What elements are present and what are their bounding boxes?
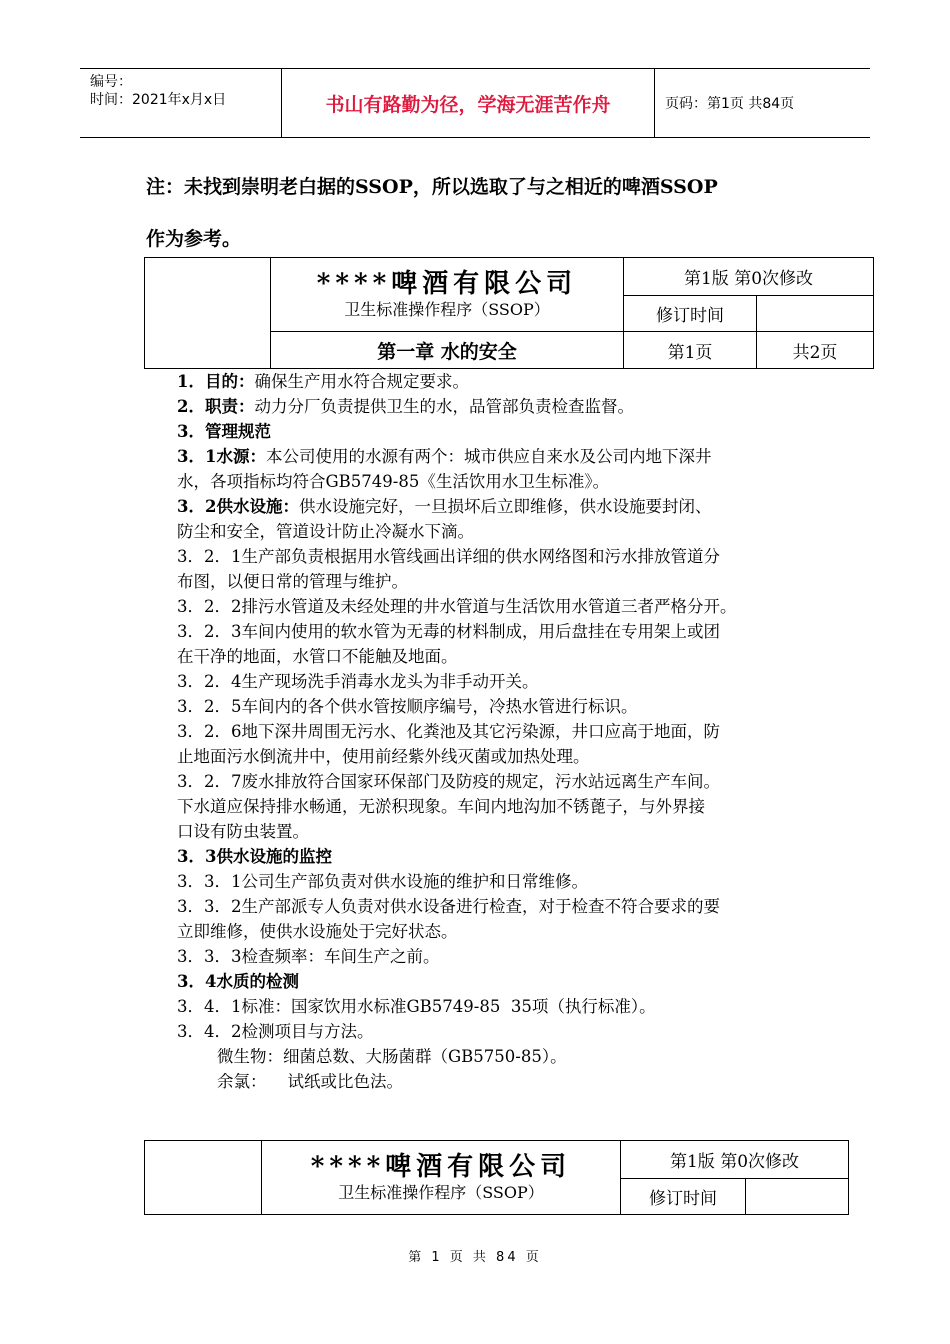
- page-header: [80, 68, 870, 138]
- body-line: [177, 819, 827, 844]
- body-line-text: 本公司使用的水源有两个：城市供应自来水及公司内地下深井: [265, 447, 712, 466]
- body-line: [177, 369, 827, 394]
- time-label: 时间：2021年x月x日: [90, 92, 227, 108]
- header-page-info: 页码：第1页 共84页: [665, 96, 795, 112]
- body-line-heading: 2．职责：: [177, 397, 255, 416]
- body-line-text: 3．3．1公司生产部负责对供水设施的维护和日常维修。: [177, 872, 588, 891]
- body-line: [177, 994, 827, 1019]
- title-cell-2: [262, 1141, 621, 1215]
- body-line: [177, 1044, 827, 1069]
- total-pages-cell: 共2页: [757, 332, 874, 369]
- body-line: [177, 669, 827, 694]
- ssop-subtitle-2: 卫生标准操作程序（SSOP）: [338, 1182, 544, 1202]
- body-line-text: 3．2．5车间内的各个供水管按顺序编号，冷热水管进行标识。: [177, 697, 638, 716]
- body-line: [177, 919, 827, 944]
- body-line-text: 3．2．6地下深井周围无污水、化粪池及其它污染源，井口应高于地面，防: [177, 722, 720, 741]
- body-line-heading: 3．管理规范: [177, 422, 271, 441]
- body-line-text: 下水道应保持排水畅通，无淤积现象。车间内地沟加不锈蓖子，与外界接: [177, 797, 705, 816]
- header-meta: [80, 69, 282, 137]
- body-line-heading: 3．3供水设施的监控: [177, 847, 332, 866]
- body-line-text: 供水设施完好，一旦损坏后立即维修，供水设施要封闭、: [298, 497, 712, 516]
- document-info-table: [144, 257, 874, 369]
- title-cell: [271, 258, 624, 332]
- body-line: [177, 744, 827, 769]
- body-line-text: 3．3．2生产部派专人负责对供水设备进行检查，对于检查不符合要求的要: [177, 897, 720, 916]
- body-line: [177, 719, 827, 744]
- body-line-text: 水，各项指标均符合GB5749-85《生活饮用水卫生标准》。: [177, 472, 610, 491]
- body-line-heading: 3．4水质的检测: [177, 972, 299, 991]
- body-line-text: 防尘和安全，管道设计防止冷凝水下滴。: [177, 522, 474, 541]
- body-line: [177, 519, 827, 544]
- body-line: [177, 394, 827, 419]
- body-line: [177, 794, 827, 819]
- document-body: [177, 369, 827, 1094]
- revision-value: [757, 296, 874, 332]
- body-line: [177, 1019, 827, 1044]
- body-line-text: 3．4．1标准：国家饮用水标准GB5749-85 35项（执行标准）。: [177, 997, 656, 1016]
- body-line-text: 3．2．2排污水管道及未经处理的井水管道与生活饮用水管道三者严格分开。: [177, 597, 737, 616]
- body-line: [177, 444, 827, 469]
- body-line: [177, 544, 827, 569]
- number-label: 编号：: [90, 74, 132, 90]
- body-line-text: 立即维修，使供水设施处于完好状态。: [177, 922, 458, 941]
- body-line: [177, 694, 827, 719]
- revision-label-2: 修订时间: [621, 1179, 746, 1215]
- body-line: [177, 644, 827, 669]
- body-line-text: 3．3．3检查频率：车间生产之前。: [177, 947, 440, 966]
- note-line-1: 注：未找到崇明老白据的SSOP，所以选取了与之相近的啤酒SSOP: [146, 176, 718, 198]
- body-line-text: 布图，以便日常的管理与维护。: [177, 572, 408, 591]
- body-line: [177, 969, 827, 994]
- revision-label: 修订时间: [624, 296, 757, 332]
- note-line-2: 作为参考。: [146, 228, 242, 250]
- logo-cell-2: [145, 1141, 262, 1215]
- body-line-heading: 1．目的：: [177, 372, 255, 391]
- body-line-text: 3．2．7废水排放符合国家环保部门及防疫的规定，污水站远离生产车间。: [177, 772, 720, 791]
- company-name-2: ****啤酒有限公司: [310, 1151, 572, 1182]
- body-line: [177, 569, 827, 594]
- body-line-text: 微生物：细菌总数、大肠菌群（GB5750-85）。: [217, 1047, 567, 1066]
- body-line-text: 止地面污水倒流井中，使用前经紫外线灭菌或加热处理。: [177, 747, 590, 766]
- body-line-heading: 3．2供水设施：: [177, 497, 299, 516]
- body-line: [177, 869, 827, 894]
- body-line: [177, 469, 827, 494]
- company-name: ****啤酒有限公司: [316, 268, 578, 299]
- document-info-table-2: [144, 1140, 849, 1215]
- body-line: [177, 419, 827, 444]
- body-line: [177, 844, 827, 869]
- body-line: [177, 894, 827, 919]
- logo-cell: [145, 258, 271, 369]
- body-line: [177, 1069, 827, 1094]
- body-line: [177, 494, 827, 519]
- body-line-text: 确保生产用水符合规定要求。: [254, 372, 469, 391]
- page-footer: 第 1 页 共 84 页: [408, 1250, 542, 1265]
- ssop-subtitle: 卫生标准操作程序（SSOP）: [344, 299, 550, 319]
- body-line-text: 余氯： 试纸或比色法。: [217, 1072, 403, 1091]
- header-motto: 书山有路勤为径，学海无涯苦作舟: [282, 69, 655, 137]
- body-line-text: 口设有防虫装置。: [177, 822, 309, 841]
- revision-value-2: [746, 1179, 849, 1215]
- edition-cell: 第1版 第0次修改: [624, 258, 874, 296]
- body-line-text: 3．2．4生产现场洗手消毒水龙头为非手动开关。: [177, 672, 539, 691]
- body-line-text: 动力分厂负责提供卫生的水，品管部负责检查监督。: [254, 397, 634, 416]
- chapter-title: 第一章 水的安全: [271, 332, 624, 369]
- body-line-text: 3．2．1生产部负责根据用水管线画出详细的供水网络图和污水排放管道分: [177, 547, 720, 566]
- page-cell: 第1页: [624, 332, 757, 369]
- body-line: [177, 769, 827, 794]
- body-line: [177, 944, 827, 969]
- body-line: [177, 594, 827, 619]
- edition-cell-2: 第1版 第0次修改: [621, 1141, 849, 1179]
- body-line: [177, 619, 827, 644]
- body-line-text: 3．4．2检测项目与方法。: [177, 1022, 374, 1041]
- body-line-heading: 3．1水源：: [177, 447, 266, 466]
- body-line-text: 3．2．3车间内使用的软水管为无毒的材料制成，用后盘挂在专用架上或团: [177, 622, 720, 641]
- body-line-text: 在干净的地面，水管口不能触及地面。: [177, 647, 458, 666]
